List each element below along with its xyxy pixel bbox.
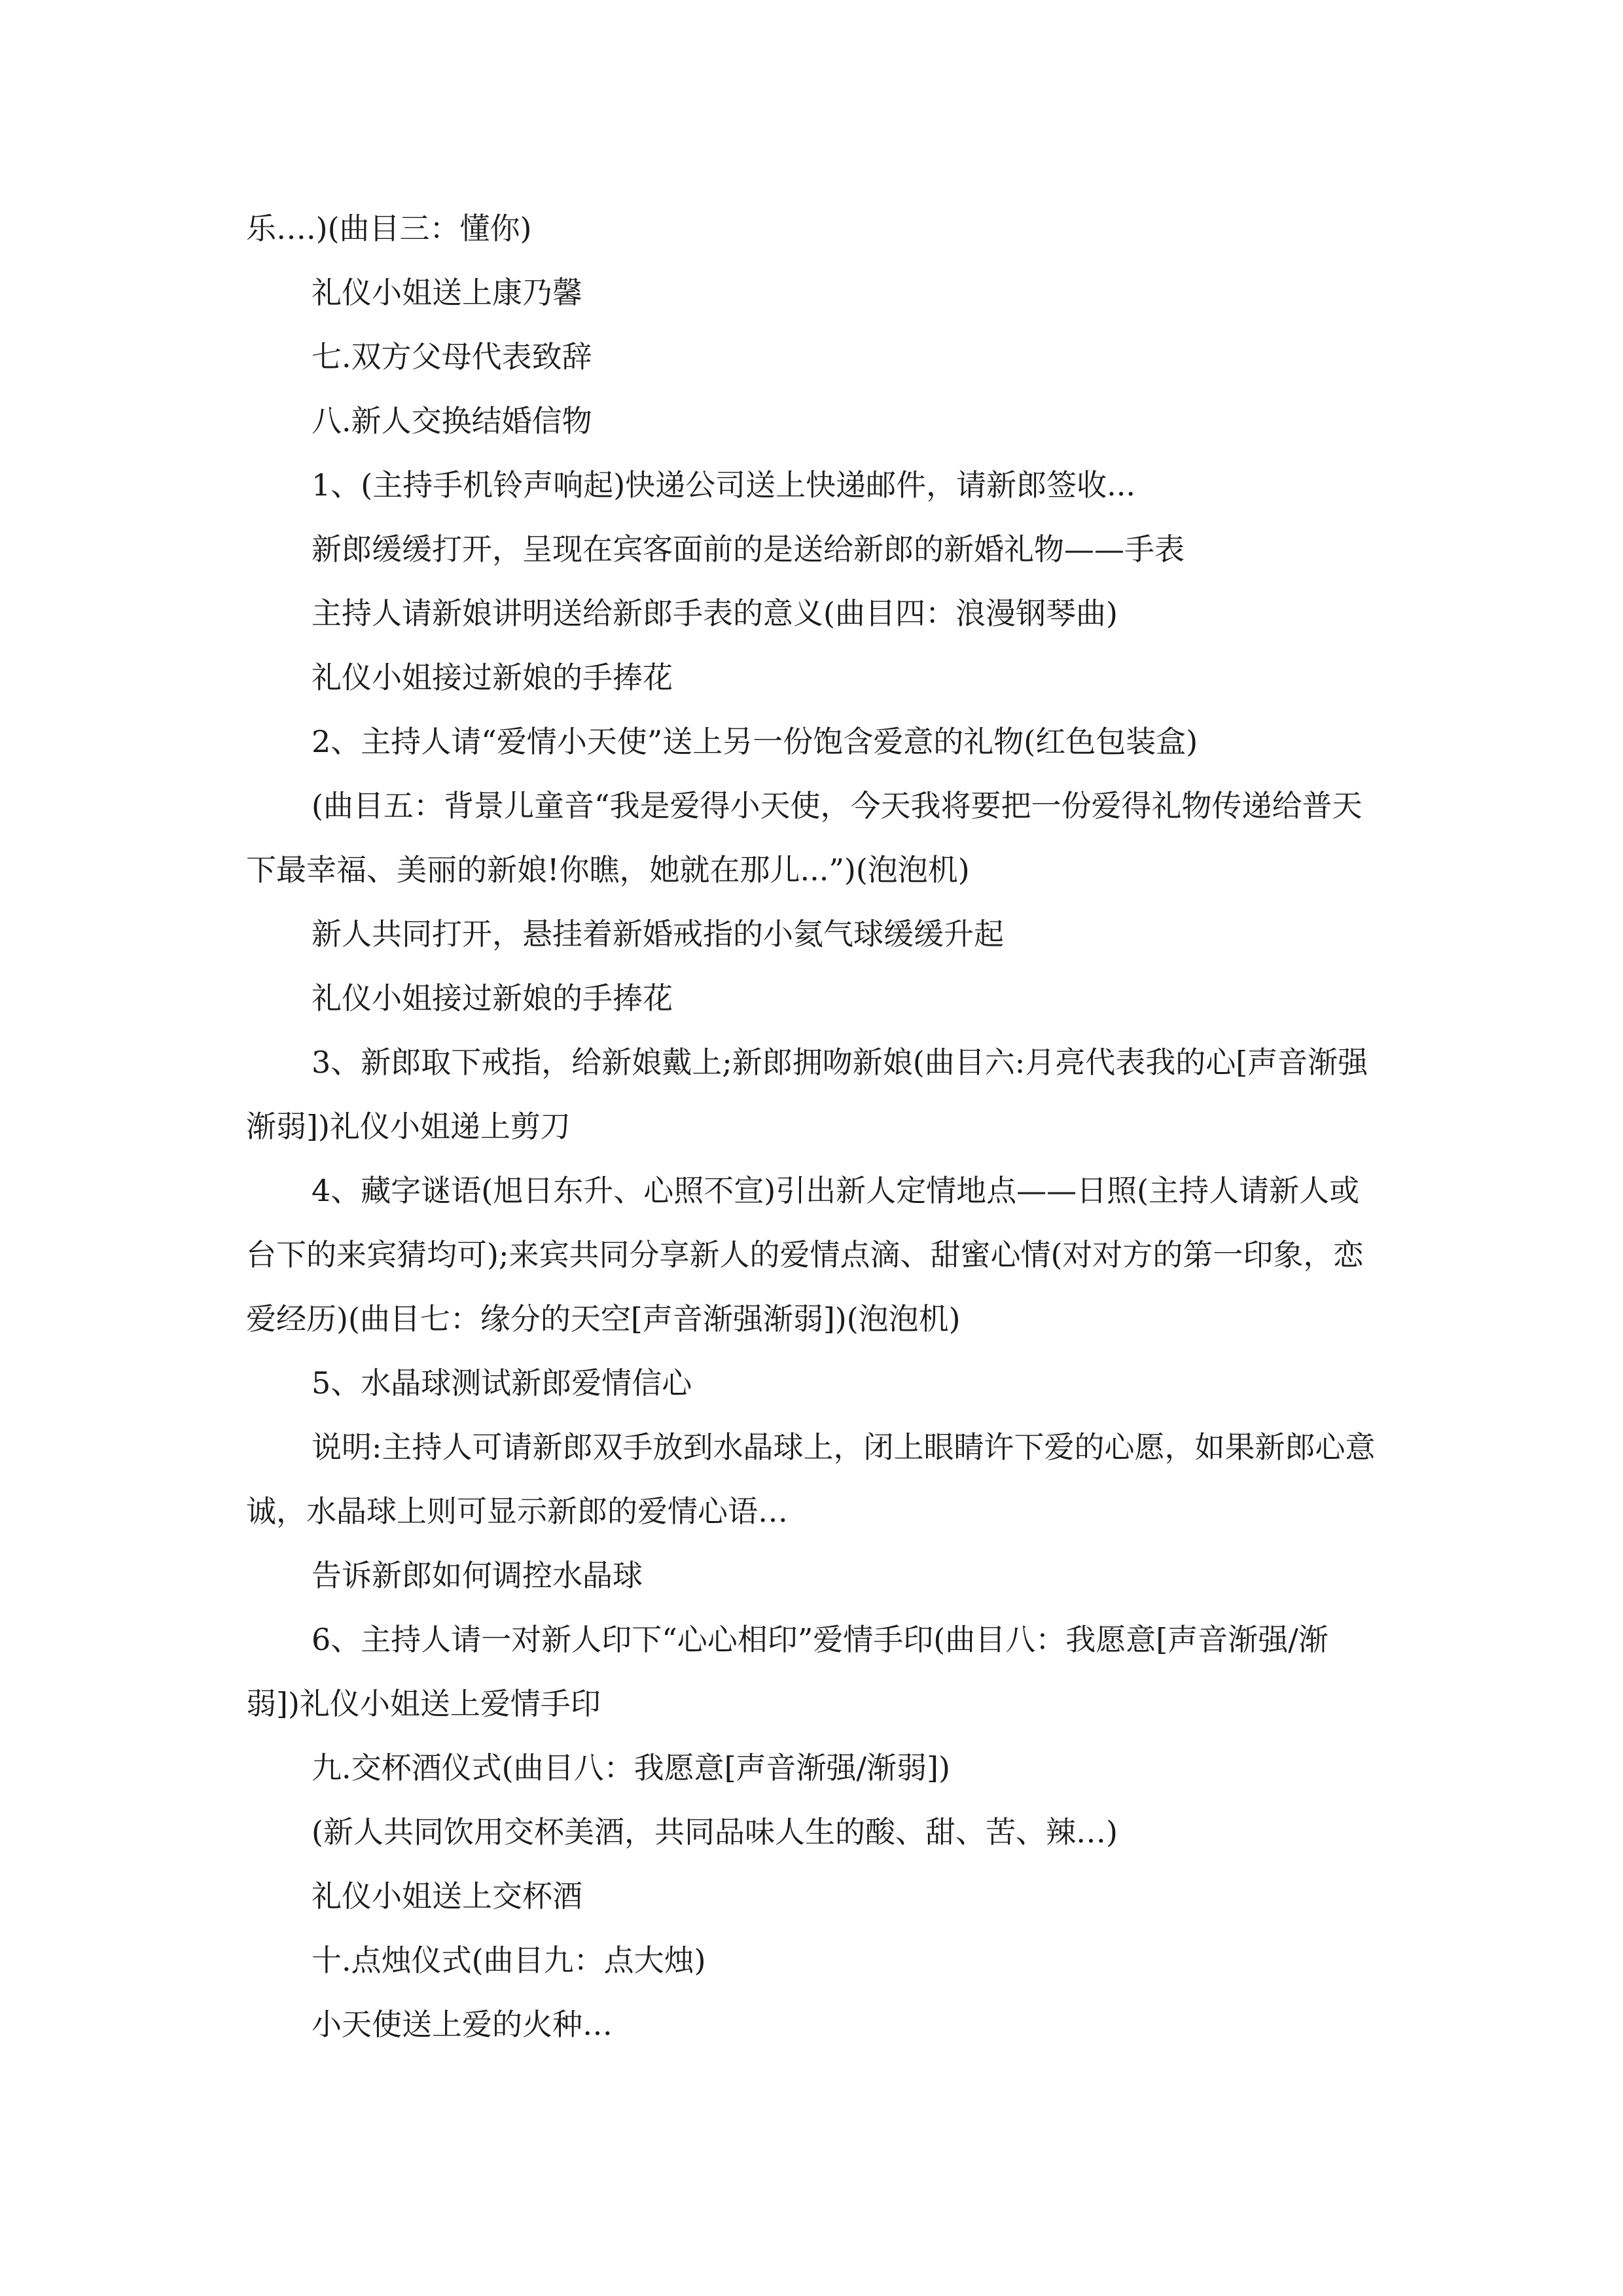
paragraph: 告诉新郎如何调控水晶球 xyxy=(312,1558,643,1593)
paragraph: (新人共同饮用交杯美酒，共同品味人生的酸、甜、苦、辣…) xyxy=(312,1814,1118,1850)
paragraph: 新郎缓缓打开，呈现在宾客面前的是送给新郎的新婚礼物——手表 xyxy=(312,531,1185,567)
paragraph: 新人共同打开，悬挂着新婚戒指的小氦气球缓缓升起 xyxy=(312,916,1004,952)
section-heading: 七.双方父母代表致辞 xyxy=(312,339,592,374)
paragraph: 礼仪小姐接过新娘的手捧花 xyxy=(312,980,673,1016)
paragraph: 礼仪小姐送上交杯酒 xyxy=(312,1878,582,1914)
paragraph: 3、新郎取下戒指，给新娘戴上;新郎拥吻新娘(曲目六:月亮代表我的心[声音渐强渐弱])礼仪小姐递上剪刀 xyxy=(246,1045,1368,1144)
paragraph: 小天使送上爱的火种… xyxy=(312,2007,613,2042)
paragraph: 乐….)(曲目三：懂你) xyxy=(246,211,532,246)
paragraph: 5、水晶球测试新郎爱情信心 xyxy=(312,1365,692,1401)
paragraph: 礼仪小姐接过新娘的手捧花 xyxy=(312,660,673,695)
section-heading: 九.交杯酒仪式(曲目八：我愿意[声音渐强/渐弱]) xyxy=(312,1750,950,1785)
paragraph: 说明:主持人可请新郎双手放到水晶球上，闭上眼睛许下爱的心愿，如果新郎心意诚，水晶球上则可显示新郎的爱情心语… xyxy=(246,1429,1376,1529)
document-body xyxy=(246,196,1378,2056)
paragraph: 2、主持人请“爱情小天使”送上另一份饱含爱意的礼物(红色包装盒) xyxy=(312,724,1198,759)
section-heading: 八.新人交换结婚信物 xyxy=(312,403,592,439)
paragraph: 1、(主持手机铃声响起)快递公司送上快递邮件，请新郎签收... xyxy=(312,467,1136,503)
paragraph: 4、藏字谜语(旭日东升、心照不宣)引出新人定情地点——日照(主持人请新人或台下的来宾猜均可);来宾共同分享新人的爱情点滴、甜蜜心情(对对方的第一印象，恋爱经历)(曲目七：缘分的天空[声音渐强渐弱])(泡泡机) xyxy=(246,1173,1364,1336)
paragraph: (曲目五：背景儿童音“我是爱得小天使，今天我将要把一份爱得礼物传递给普天下最幸福、美丽的新娘!你瞧，她就在那儿...”)(泡泡机) xyxy=(246,788,1363,888)
paragraph: 主持人请新娘讲明送给新郎手表的意义(曲目四：浪漫钢琴曲) xyxy=(312,596,1118,631)
paragraph: 6、主持人请一对新人印下“心心相印”爱情手印(曲目八：我愿意[声音渐强/渐弱])礼仪小姐送上爱情手印 xyxy=(246,1622,1329,1721)
section-heading: 十.点烛仪式(曲目九：点大烛) xyxy=(312,1943,706,1978)
paragraph: 礼仪小姐送上康乃馨 xyxy=(312,275,582,310)
